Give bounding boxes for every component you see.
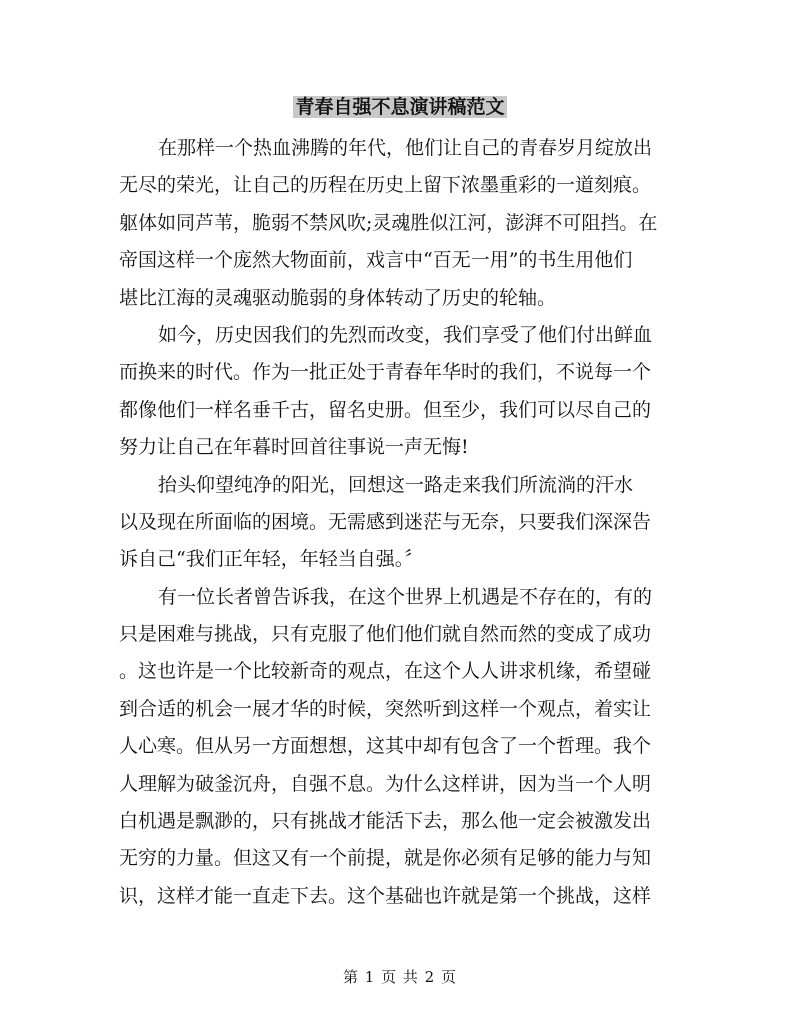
- paragraph-4-line-8: 无穷的力量。但这又有一个前提，就是你必须有足够的能力与知: [119, 847, 652, 870]
- paragraph-1-line-1: 在那样一个热血沸腾的年代，他们让自己的青春岁月绽放出: [158, 137, 653, 159]
- page-number-footer: 第 1 页 共 2 页: [343, 968, 457, 986]
- paragraph-1-line-3: 躯体如同芦苇，脆弱不禁风吹;灵魂胜似江河，澎湃不可阻挡。在: [119, 211, 658, 234]
- page-title-text: 青春自强不息演讲稿范文: [295, 96, 505, 118]
- paragraph-3-line-2: 以及现在所面临的困境。无需感到迷茫与无奈，只要我们深深告: [119, 510, 652, 533]
- paragraph-4-line-9: 识，这样才能一直走下去。这个基础也许就是第一个挑战，这样: [119, 884, 652, 907]
- paragraph-1-line-4: 帝国这样一个庞然大物面前，戏言中“百无一用”的书生用他们: [119, 249, 633, 272]
- paragraph-4-line-7: 白机遇是飘渺的，只有挑战才能活下去，那么他一定会被激发出: [119, 810, 652, 833]
- paragraph-4-line-6: 人理解为破釜沉舟，自强不息。为什么这样讲，因为当一个人明: [119, 772, 652, 795]
- page-title: [0, 93, 800, 121]
- paragraph-4-line-5: 人心寒。但从另一方面想想，这其中却有包含了一个哲理。我个: [119, 735, 652, 758]
- paragraph-1-line-2: 无尽的荣光，让自己的历程在历史上留下浓墨重彩的一道刻痕。: [119, 174, 652, 197]
- paragraph-2-line-4: 努力让自己在年暮时回首往事说一声无悔!: [119, 436, 469, 459]
- paragraph-4-line-4: 到合适的机会一展才华的时候，突然听到这样一个观点，着实让: [119, 697, 652, 720]
- paragraph-1-line-5: 堪比江海的灵魂驱动脆弱的身体转动了历史的轮轴。: [119, 286, 557, 309]
- paragraph-2-line-1: 如今，历史因我们的先烈而改变，我们享受了他们付出鲜血: [158, 323, 653, 346]
- paragraph-2-line-3: 都像他们一样名垂千古，留名史册。但至少，我们可以尽自己的: [119, 398, 652, 421]
- document-body: [119, 130, 685, 915]
- paragraph-4-line-1: 有一位长者曾告诉我，在这个世界上机遇是不存在的，有的: [158, 585, 653, 608]
- paragraph-4-line-2: 只是困难与挑战，只有克服了他们他们就自然而然的变成了成功: [119, 623, 652, 646]
- paragraph-3-line-3: 诉自己“我们正年轻，年轻当自强。〞: [119, 548, 424, 571]
- paragraph-4-line-3: 。这也许是一个比较新奇的观点，在这个人人讲求机缘，希望碰: [119, 660, 652, 683]
- paragraph-2-line-2: 而换来的时代。作为一批正处于青春年华时的我们，不说每一个: [119, 361, 652, 384]
- paragraph-3-line-1: 抬头仰望纯净的阳光，回想这一路走来我们所流淌的汗水: [158, 473, 634, 496]
